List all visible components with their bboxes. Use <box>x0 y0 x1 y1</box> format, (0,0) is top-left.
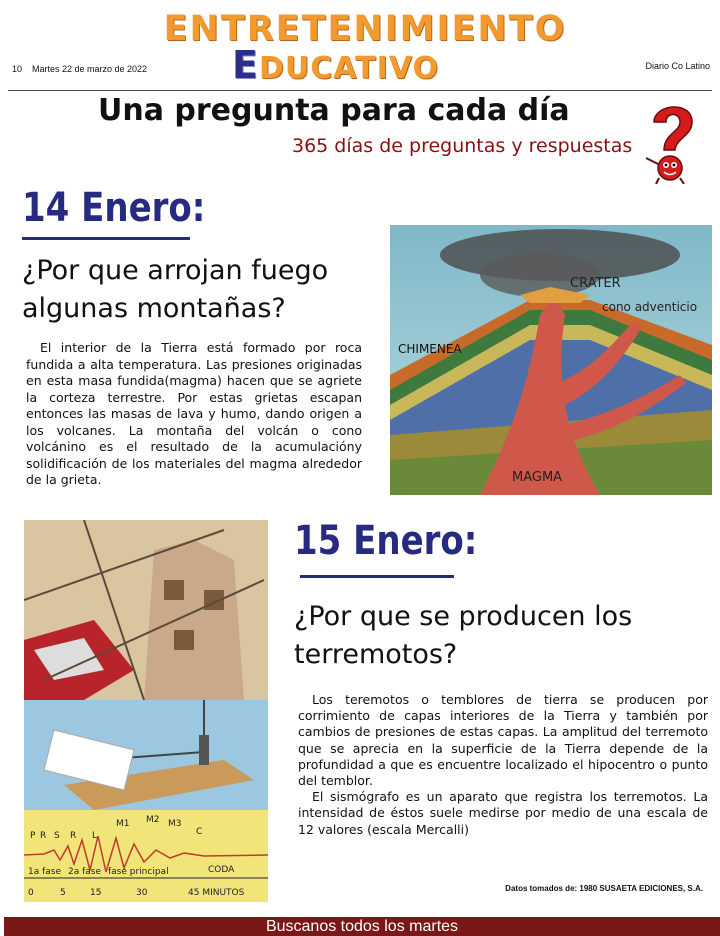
seismo-label-r2: R <box>70 831 77 841</box>
masthead-initial: E <box>232 43 259 87</box>
seismo-tick-30: 30 <box>136 888 148 898</box>
volcano-label-crater: CRATER <box>570 276 621 291</box>
masthead-title: ENTRETENIMIENTO <box>163 9 567 49</box>
seismo-label-r: R <box>40 831 47 841</box>
seismo-tick-45: 45 MINUTOS <box>188 888 245 898</box>
entry2-paragraph-1: Los teremotos o temblores de tierra se producen por corrimiento de capas interiores de la Tierra y también por cambios de presiones de estas capas. La amplitud del terremoto que se aprecia en la superficie de la Tierra depende de la profundidad a que es encuentre localizado el hipocentro o punto del temblor. <box>298 692 708 789</box>
volcano-label-cone: cono adventicio <box>602 300 698 314</box>
entry1-question: ¿Por que arrojan fuego algunas montañas? <box>22 255 329 324</box>
issue-date: Martes 22 de marzo de 2022 <box>32 64 148 74</box>
seismo-label-s: S <box>54 831 60 841</box>
seismo-tick-0: 0 <box>28 888 34 898</box>
seismo-coda: CODA <box>208 865 235 875</box>
entry1-body: El interior de la Tierra está formado por roca fundida a alta temperatura. Las presiones originadas en esta masa fundida(magma) hacen que se agriete la corteza terrestre. Por estas grietas escapan entonces las masas de lava y humo, dando origen a los volcanes. La montaña del volcán o cono volcánino es el resultado de la acumulacióny solidificación de los materiales del magma alrededor de la grieta. <box>26 340 362 487</box>
volcano-label-chimney: CHIMENEA <box>398 342 462 356</box>
volcano-label-magma: MAGMA <box>512 470 563 485</box>
seismo-label-m2: M2 <box>146 815 160 825</box>
header-divider <box>8 90 712 91</box>
volcano-illustration <box>390 225 712 495</box>
seismo-label-p: P <box>30 831 36 841</box>
masthead-subtitle-rest: DUCATIVO <box>258 51 439 86</box>
earthquake-illustration <box>24 520 268 902</box>
seismo-label-m3: M3 <box>168 819 182 829</box>
seismo-tick-5: 5 <box>60 888 66 898</box>
entry2-question: ¿Por que se producen los terremotos? <box>294 601 633 670</box>
seismo-label-c: C <box>196 827 203 837</box>
entry1-date-underline <box>22 237 190 240</box>
entry2-paragraph-2: El sismógrafo es un aparato que registra los terremotos. La intensidad de éstos suele medirse por medio de una escala de 12 valores (escala Mercalli) <box>298 789 708 837</box>
entry1-date: 14 Enero: <box>22 185 206 231</box>
entry2-body <box>298 692 708 838</box>
seismo-phase-main: fase principal <box>108 867 169 877</box>
page-number: 10 <box>12 64 23 74</box>
seismo-label-m1: M1 <box>116 819 130 829</box>
question-mark-mascot-icon <box>642 98 702 184</box>
publication-name: Diario Co Latino <box>645 61 710 71</box>
masthead-subtitle <box>232 43 492 87</box>
entry2-date-underline <box>300 575 454 578</box>
source-credit: Datos tomados de: 1980 SUSAETA EDICIONES, S.A. <box>505 884 703 893</box>
seismo-label-l: L <box>92 831 98 841</box>
page-subtitle: 365 días de preguntas y respuestas <box>292 135 633 157</box>
page-title: Una pregunta para cada día <box>98 93 570 128</box>
seismo-phase2: 2a fase <box>68 867 102 877</box>
seismo-tick-15: 15 <box>90 888 102 898</box>
entry2-date: 15 Enero: <box>294 518 478 564</box>
footer-banner: Buscanos todos los martes <box>4 917 720 936</box>
seismo-phase1: 1a fase <box>28 867 62 877</box>
